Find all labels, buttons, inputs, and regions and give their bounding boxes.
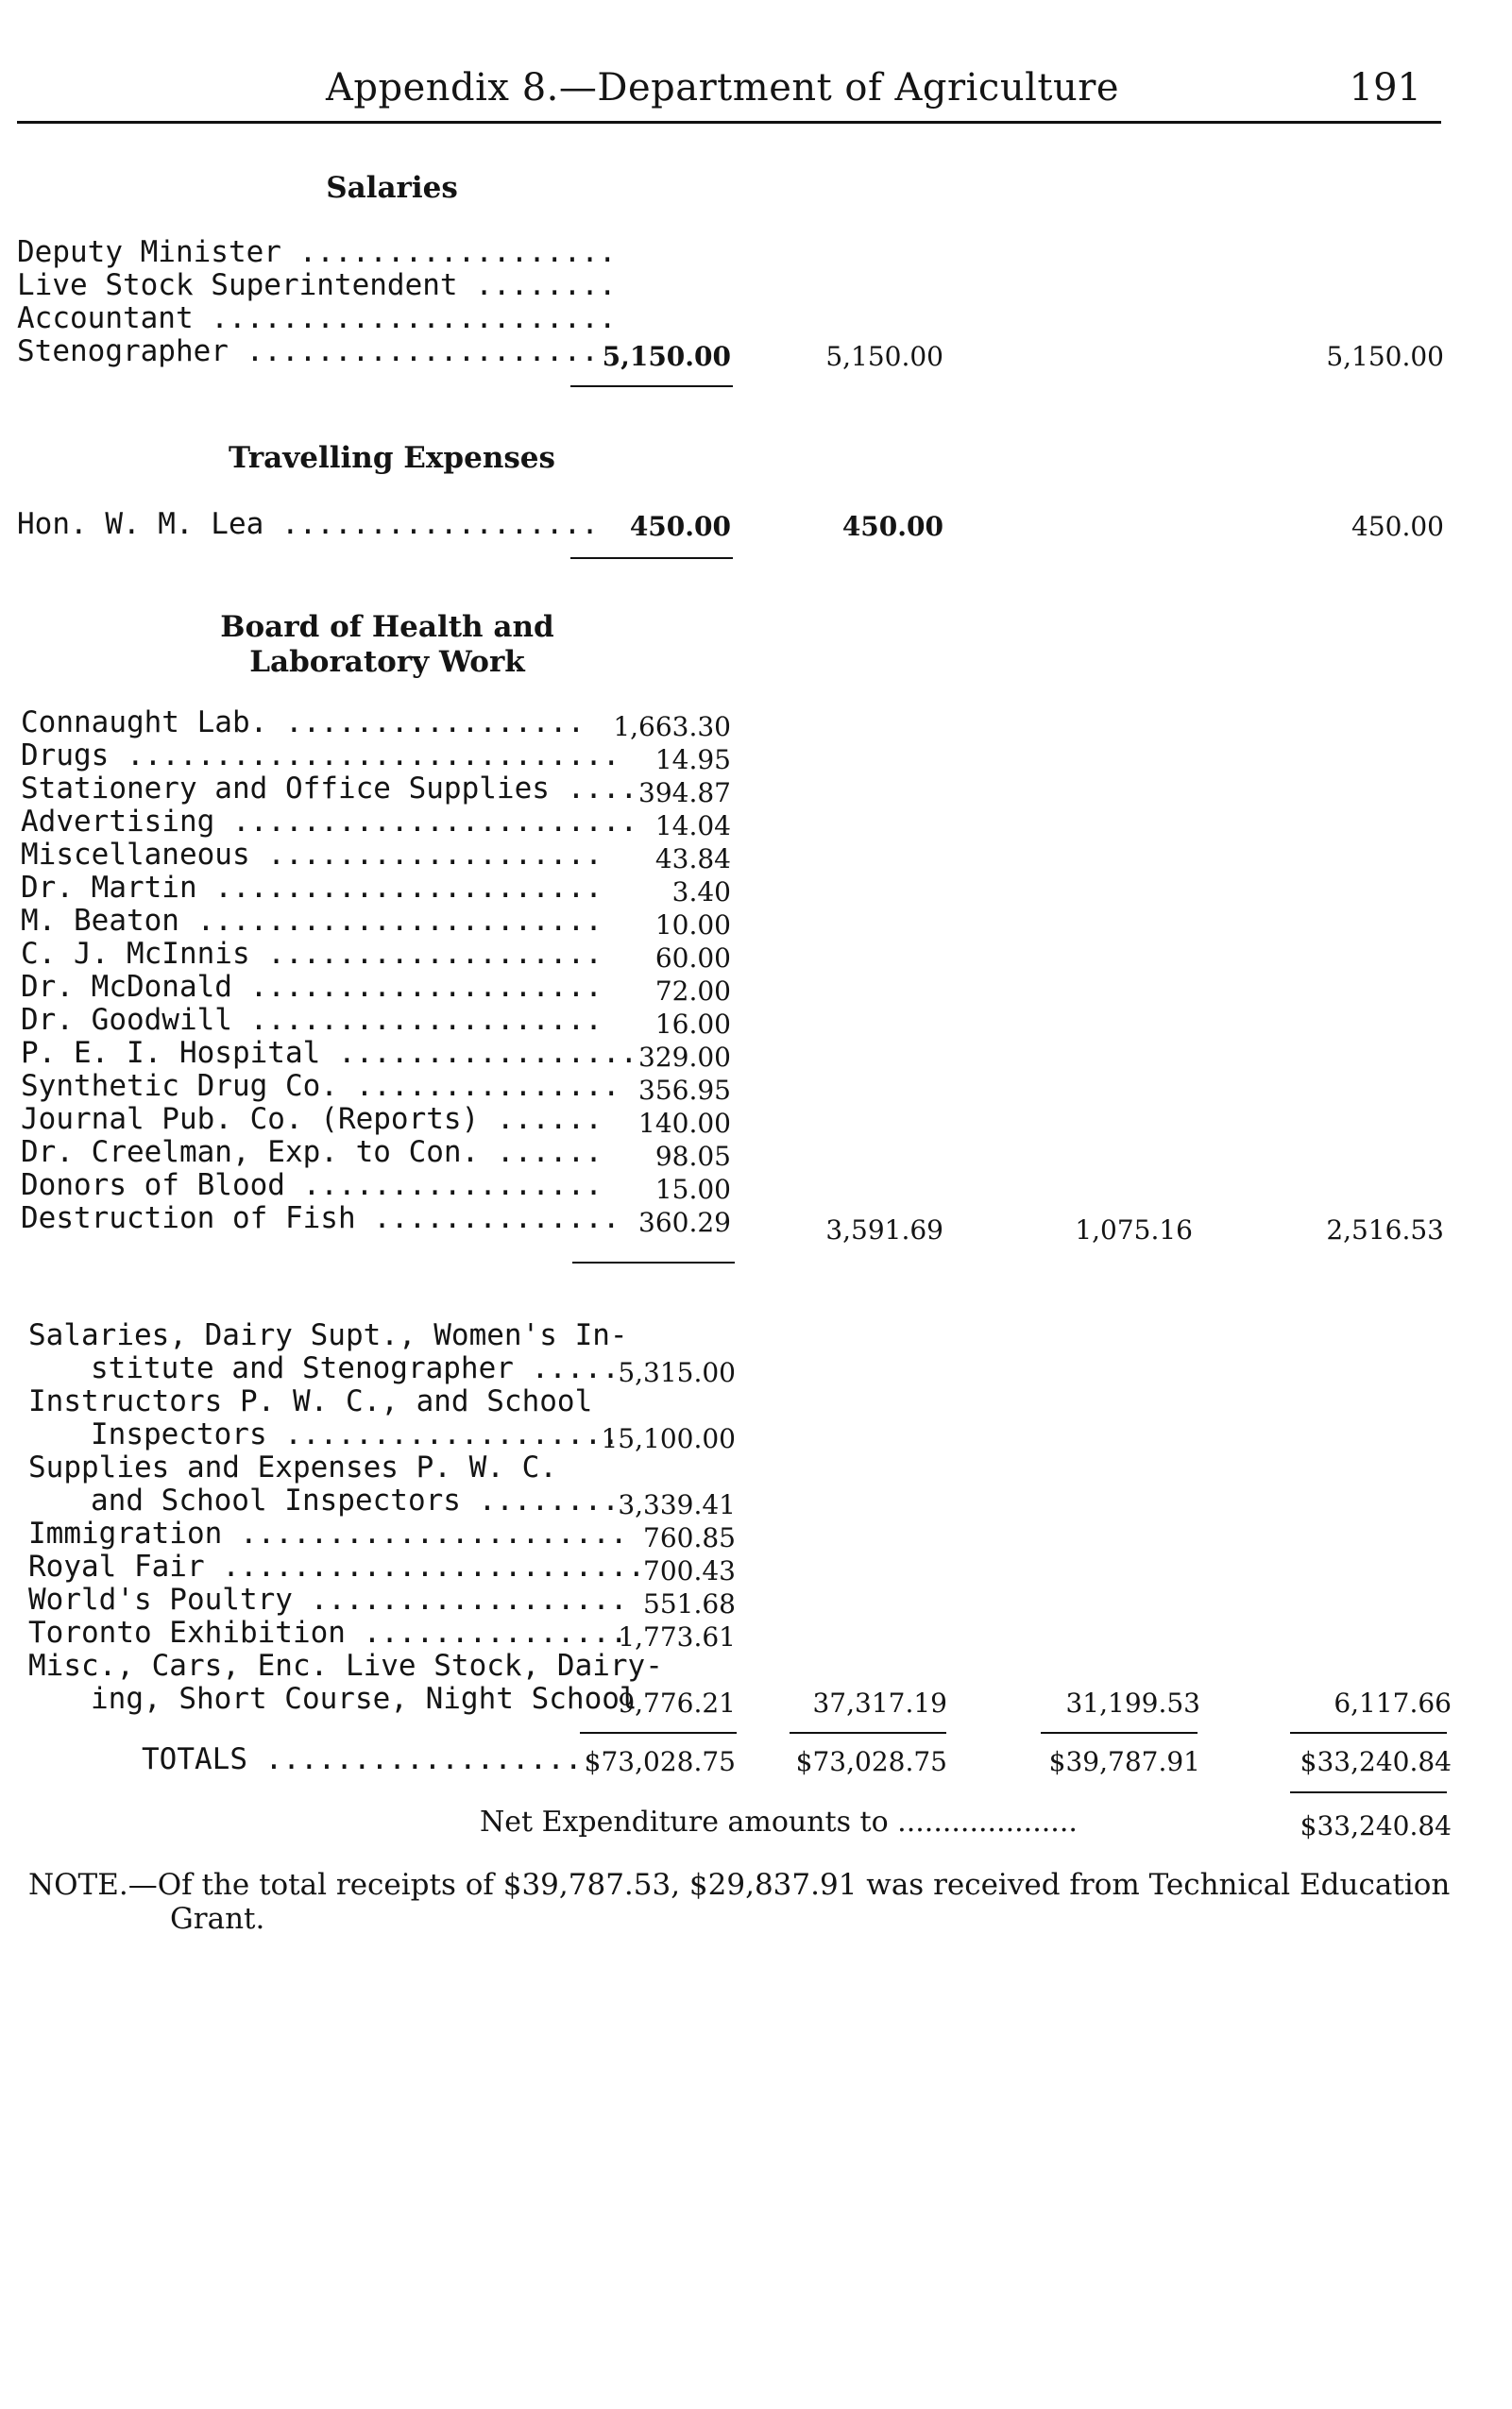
education-item-label: Supplies and Expenses P. W. C. (28, 1450, 557, 1484)
footnote (28, 1868, 1454, 1936)
board-item-amount: 10.00 (654, 909, 731, 941)
salaries-underline (570, 385, 733, 387)
board-heading-line2: Laboratory Work (249, 645, 525, 679)
education-item-label-cont: ing, Short Course, Night School (91, 1682, 637, 1716)
education-item-amount: 9,776.21 (618, 1688, 736, 1719)
travelling-underline (570, 557, 733, 559)
education-item-label: Misc., Cars, Enc. Live Stock, Dairy- (28, 1649, 663, 1683)
net-expenditure-label: Net Expenditure amounts to .................... (480, 1806, 1078, 1839)
salaries-item-label: Accountant ....................... (17, 301, 617, 335)
board-item-label: M. Beaton ....................... (21, 904, 603, 938)
board-item-label: Dr. McDonald .................... (21, 970, 603, 1004)
board-item-amount: 15.00 (654, 1174, 731, 1205)
board-item-amount: 60.00 (654, 942, 731, 974)
education-item-label: Salaries, Dairy Supt., Women's In- (28, 1318, 628, 1352)
salaries-item-label: Stenographer .................... (17, 334, 599, 368)
board-item-label: P. E. I. Hospital ................. (21, 1036, 638, 1070)
travelling-item-label: Hon. W. M. Lea .................. (17, 507, 599, 541)
board-item-amount: 360.29 (638, 1207, 731, 1238)
board-item-amount: 98.05 (654, 1141, 731, 1172)
travelling-amount-col1: 450.00 (629, 511, 731, 542)
board-total-col3: 1,075.16 (1075, 1214, 1193, 1246)
totals-underline-col4 (1290, 1791, 1447, 1793)
page-number: 191 (1349, 66, 1421, 110)
education-item-label: Immigration ...................... (28, 1517, 628, 1551)
education-item-amount: 551.68 (643, 1588, 736, 1620)
education-item-label: Instructors P. W. C., and School (28, 1384, 593, 1418)
totals-rule-col3 (1041, 1732, 1198, 1734)
totals-col4: $33,240.84 (1300, 1746, 1452, 1777)
board-item-amount: 140.00 (638, 1108, 731, 1139)
board-item-label: Destruction of Fish .............. (21, 1201, 620, 1235)
travelling-amount-col2: 450.00 (841, 511, 943, 542)
board-item-label: Dr. Creelman, Exp. to Con. ...... (21, 1135, 603, 1169)
board-item-label: Advertising ....................... (21, 805, 638, 839)
totals-col3: $39,787.91 (1048, 1746, 1200, 1777)
education-item-label-cont: stitute and Stenographer ..... (91, 1351, 620, 1385)
education-total-col4: 6,117.66 (1334, 1688, 1452, 1719)
travelling-amount-col4: 450.00 (1351, 511, 1444, 542)
board-item-label: Connaught Lab. ................. (21, 705, 586, 739)
salaries-amount-col1: 5,150.00 (602, 341, 731, 372)
education-item-amount: 700.43 (643, 1555, 736, 1586)
board-heading-line1: Board of Health and (220, 610, 554, 644)
board-item-label: Miscellaneous ................... (21, 838, 603, 872)
footnote-line1: NOTE.—Of the total receipts of $39,787.53, $29,837.91 was received from Technical Education (28, 1868, 1451, 1902)
salaries-amount-col4: 5,150.00 (1326, 341, 1444, 372)
education-item-label-cont: Inspectors ................... (91, 1417, 620, 1451)
board-item-amount: 1,663.30 (613, 711, 731, 742)
board-item-amount: 3.40 (671, 876, 731, 908)
salaries-item-label: Live Stock Superintendent ........ (17, 268, 617, 302)
board-total-col4: 2,516.53 (1326, 1214, 1444, 1246)
board-item-amount: 72.00 (654, 975, 731, 1007)
education-item-amount: 15,100.00 (601, 1423, 736, 1454)
education-item-amount: 3,339.41 (618, 1489, 736, 1520)
board-item-label: Synthetic Drug Co. ............... (21, 1069, 620, 1103)
education-item-amount: 1,773.61 (618, 1621, 736, 1653)
education-total-col3: 31,199.53 (1065, 1688, 1200, 1719)
totals-col1: $73,028.75 (584, 1746, 736, 1777)
education-item-label: Royal Fair ........................ (28, 1550, 646, 1584)
page-header-title: Appendix 8.—Department of Agriculture (326, 66, 1120, 110)
education-item-amount: 5,315.00 (618, 1357, 736, 1388)
board-underline (572, 1262, 735, 1264)
travelling-heading: Travelling Expenses (229, 441, 555, 475)
net-expenditure-amount: $33,240.84 (1300, 1810, 1452, 1841)
header-divider (17, 121, 1441, 124)
board-total-col2: 3,591.69 (825, 1214, 943, 1246)
board-item-amount: 329.00 (638, 1042, 731, 1073)
education-item-label-cont: and School Inspectors ........ (91, 1484, 620, 1518)
board-item-amount: 14.95 (654, 744, 731, 775)
education-item-label: World's Poultry .................. (28, 1583, 628, 1617)
education-total-col2: 37,317.19 (812, 1688, 947, 1719)
salaries-amount-col2: 5,150.00 (825, 341, 943, 372)
board-item-label: C. J. McInnis ................... (21, 937, 603, 971)
board-item-amount: 14.04 (654, 810, 731, 841)
board-item-amount: 356.95 (638, 1075, 731, 1106)
totals-rule-col2 (790, 1732, 946, 1734)
board-item-label: Dr. Goodwill .................... (21, 1003, 603, 1037)
salaries-item-label: Deputy Minister .................. (17, 235, 617, 269)
board-item-label: Dr. Martin ...................... (21, 871, 603, 905)
education-item-label: Toronto Exhibition ............... (28, 1616, 628, 1650)
footnote-line2: Grant. (170, 1902, 265, 1936)
board-item-label: Donors of Blood ................. (21, 1168, 603, 1202)
salaries-heading: Salaries (326, 171, 458, 205)
totals-rule-col1 (580, 1732, 737, 1734)
board-item-amount: 16.00 (654, 1009, 731, 1040)
totals-rule-col4 (1290, 1732, 1447, 1734)
totals-label: TOTALS .................. (142, 1742, 583, 1776)
board-item-label: Drugs ............................ (21, 738, 620, 772)
board-item-label: Journal Pub. Co. (Reports) ...... (21, 1102, 603, 1136)
board-item-amount: 394.87 (638, 777, 731, 808)
education-item-amount: 760.85 (643, 1522, 736, 1553)
totals-col2: $73,028.75 (795, 1746, 947, 1777)
board-item-label: Stationery and Office Supplies .... (21, 772, 638, 806)
board-item-amount: 43.84 (654, 843, 731, 874)
